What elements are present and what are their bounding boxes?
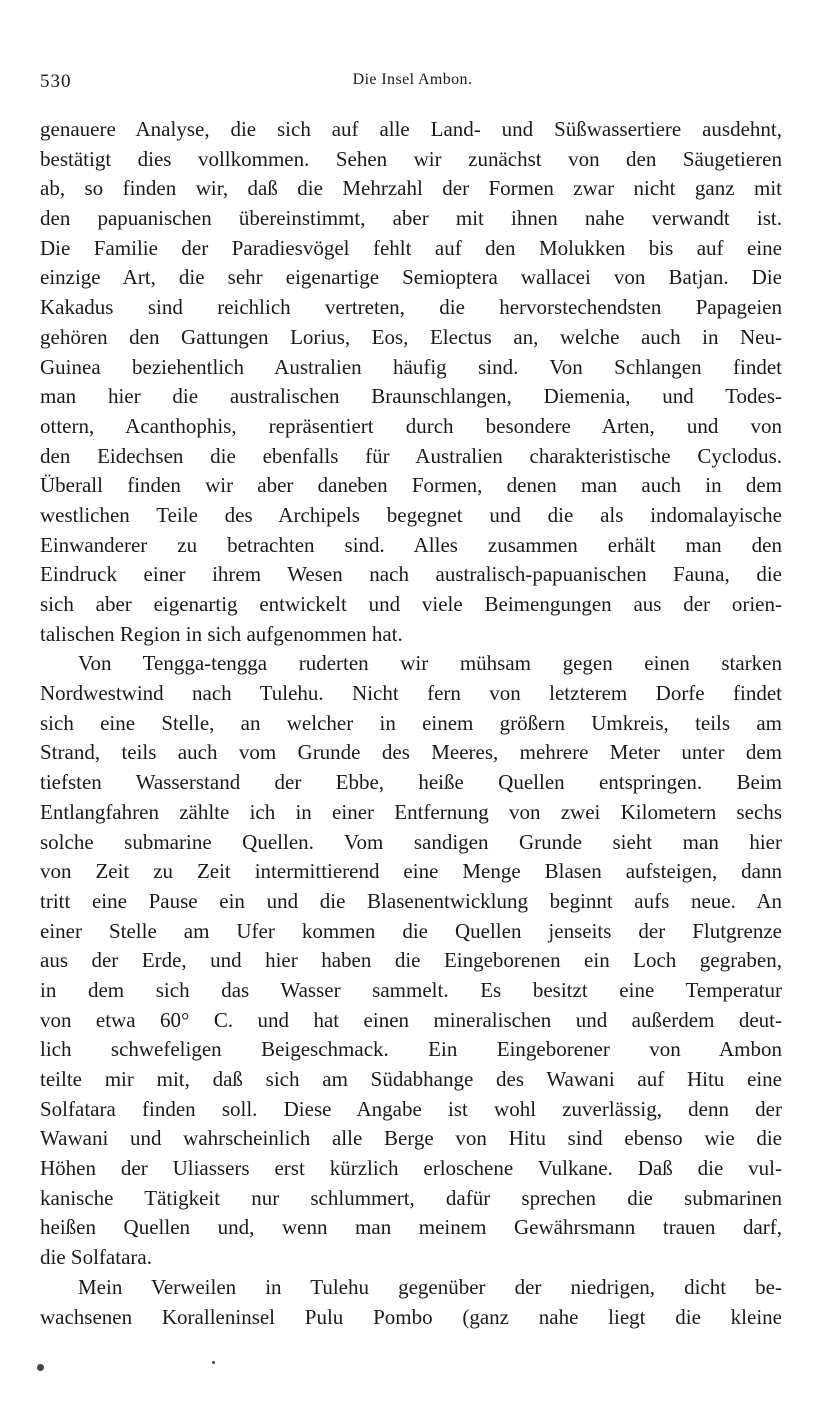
text-line: von Zeit zu Zeit intermittierend eine Menge Blasen aufsteigen, dann xyxy=(40,859,782,884)
text-line: Nordwestwind nach Tulehu. Nicht fern von letzterem Dorfe findet xyxy=(40,681,782,706)
text-line: in dem sich das Wasser sammelt. Es besitzt eine Temperatur xyxy=(40,977,782,1002)
text-line: Kakadus sind reichlich vertreten, die hervorstechendsten Papageien xyxy=(40,295,782,320)
text-line: westlichen Teile des Archipels begegnet und die als indomalayische xyxy=(40,502,782,527)
print-speck xyxy=(212,1361,215,1364)
text-line: Mein Verweilen in Tulehu gegenüber der niedrigen, dicht be- xyxy=(78,1274,782,1299)
paragraph xyxy=(40,1273,782,1332)
text-line: gehören den Gattungen Lorius, Eos, Electus an, welche auch in Neu- xyxy=(40,324,782,349)
text-line: Überall finden wir aber daneben Formen, denen man auch in dem xyxy=(40,473,782,498)
text-line: Höhen der Uliassers erst kürzlich erloschene Vulkane. Daß die vul- xyxy=(40,1156,782,1181)
text-line: talischen Region in sich aufgenommen hat. xyxy=(40,621,403,646)
paragraph xyxy=(40,115,782,649)
text-line: Die Familie der Paradiesvögel fehlt auf den Molukken bis auf eine xyxy=(40,235,782,260)
text-line: einzige Art, die sehr eigenartige Semioptera wallacei von Batjan. Die xyxy=(40,265,782,290)
text-line: heißen Quellen und, wenn man meinem Gewährsmann trauen darf, xyxy=(40,1215,782,1240)
text-line: von etwa 60° C. und hat einen mineralischen und außerdem deut- xyxy=(40,1007,782,1032)
text-line: den papuanischen übereinstimmt, aber mit ihnen nahe verwandt ist. xyxy=(40,206,782,231)
text-line: sich eine Stelle, an welcher in einem größern Umkreis, teils am xyxy=(40,710,782,735)
text-line: bestätigt dies vollkommen. Sehen wir zunächst von den Säugetieren xyxy=(40,146,782,171)
text-line: einer Stelle am Ufer kommen die Quellen jenseits der Flutgrenze xyxy=(40,918,782,943)
text-line: ab, so finden wir, daß die Mehrzahl der Formen zwar nicht ganz mit xyxy=(40,176,782,201)
text-line: den Eidechsen die ebenfalls für Australien charakteristische Cyclodus. xyxy=(40,443,782,468)
paragraph xyxy=(40,649,782,1272)
text-line: man hier die australischen Braunschlangen, Diemenia, und Todes- xyxy=(40,384,782,409)
body-text xyxy=(40,115,782,1332)
text-line: Solfatara finden soll. Diese Angabe ist wohl zuverlässig, denn der xyxy=(40,1096,782,1121)
text-line: tiefsten Wasserstand der Ebbe, heiße Quellen entspringen. Beim xyxy=(40,770,782,795)
text-line: aus der Erde, und hier haben die Eingeborenen ein Loch gegraben, xyxy=(40,948,782,973)
text-line: Von Tengga-tengga ruderten wir mühsam gegen einen starken xyxy=(78,651,782,676)
text-line: wachsenen Koralleninsel Pulu Pombo (ganz nahe liegt die kleine xyxy=(40,1304,782,1329)
text-line: Wawani und wahrscheinlich alle Berge von Hitu sind ebenso wie die xyxy=(40,1126,782,1151)
text-line: sich aber eigenartig entwickelt und viele Beimengungen aus der orien- xyxy=(40,592,782,616)
text-line: genauere Analyse, die sich auf alle Land- und Süßwassertiere ausdehnt, xyxy=(40,117,782,141)
text-line: kanische Tätigkeit nur schlummert, dafür sprechen die submarinen xyxy=(40,1185,782,1210)
text-line: teilte mir mit, daß sich am Südabhange des Wawani auf Hitu eine xyxy=(40,1067,782,1091)
print-speck xyxy=(37,1364,44,1371)
text-line: Einwanderer zu betrachten sind. Alles zusammen erhält man den xyxy=(40,532,782,557)
page-number: 530 xyxy=(40,71,72,92)
text-line: Eindruck einer ihrem Wesen nach australisch-papuanischen Fauna, die xyxy=(40,562,782,587)
text-line: ottern, Acanthophis, repräsentiert durch besondere Arten, und von xyxy=(40,413,782,438)
text-line: Guinea beziehentlich Australien häufig sind. Von Schlangen findet xyxy=(40,354,782,379)
text-line: Entlangfahren zählte ich in einer Entfernung von zwei Kilometern sechs xyxy=(40,799,782,824)
text-line: tritt eine Pause ein und die Blasenentwicklung beginnt aufs neue. An xyxy=(40,888,782,913)
text-line: Strand, teils auch vom Grunde des Meeres, mehrere Meter unter dem xyxy=(40,740,782,765)
text-line: die Solfatara. xyxy=(40,1245,152,1270)
text-line: lich schwefeligen Beigeschmack. Ein Eingeborener von Ambon xyxy=(40,1037,782,1062)
running-title: Die Insel Ambon. xyxy=(352,71,473,88)
text-line: solche submarine Quellen. Vom sandigen Grunde sieht man hier xyxy=(40,829,782,854)
